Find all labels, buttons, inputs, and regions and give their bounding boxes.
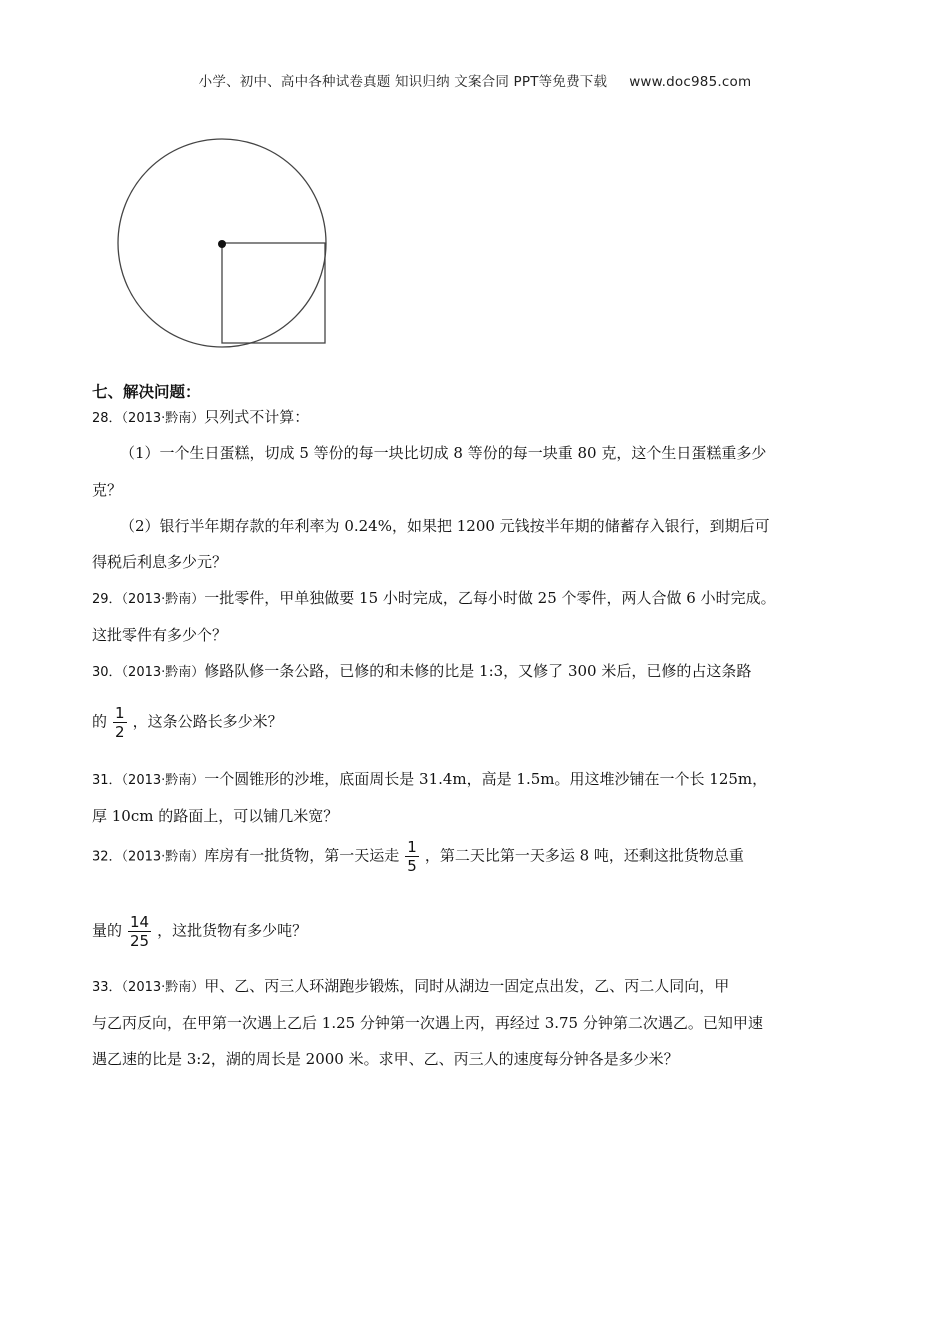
q32-pre1: 库房有一批货物，第一天运走 bbox=[204, 846, 400, 865]
header-text: 小学、初中、高中各种试卷真题 知识归纳 文案合同 PPT等免费下载 bbox=[198, 74, 608, 90]
q33-tag: （2013·黔南） bbox=[121, 980, 205, 995]
q29-num: 29． bbox=[92, 592, 122, 607]
q30-frac-den: 2 bbox=[115, 723, 125, 741]
circle-square-figure bbox=[112, 138, 332, 350]
q30-text: 修路队修一条公路，已修的和未修的比是 1:3，又修了 300 米后，已修的占这条路 bbox=[204, 662, 752, 680]
q32-tag: （2013·黔南） bbox=[121, 849, 205, 865]
q31-num: 31． bbox=[92, 773, 122, 788]
q29-text: 一批零件，甲单独做要 15 小时完成，乙每小时做 25 个零件，两人合做 6 小时完成。 bbox=[204, 589, 776, 607]
q32-frac1-num: 1 bbox=[407, 838, 417, 856]
q28-num: 28． bbox=[92, 411, 122, 426]
q33-text: 甲、乙、丙三人环湖跑步锻炼，同时从湖边一固定点出发，乙、丙二人同向，甲 bbox=[204, 977, 730, 995]
q29-line2: 这批零件有多少个？ bbox=[92, 626, 228, 644]
section-title: 七、解决问题： bbox=[92, 383, 201, 401]
q32-num: 32． bbox=[92, 849, 122, 865]
q32-post2: ，这批货物有多少吨？ bbox=[157, 921, 308, 940]
q30-num: 30． bbox=[92, 665, 122, 680]
q30-fraction bbox=[113, 704, 127, 741]
q30-pre: 的 bbox=[92, 712, 108, 731]
q29-line1 bbox=[92, 587, 776, 608]
q28-p1-line2: 克？ bbox=[92, 481, 123, 499]
q32-fraction-1 bbox=[405, 838, 419, 875]
q30-frac-num: 1 bbox=[115, 704, 125, 722]
q32-line2 bbox=[92, 913, 307, 950]
q33-line3: 遇乙速的比是 3:2，湖的周长是 2000 米。求甲、乙、丙三人的速度每分钟各是多少米？ bbox=[92, 1050, 679, 1068]
q32-frac1-den: 5 bbox=[407, 857, 417, 875]
q28-p1-line1: （1）一个生日蛋糕，切成 5 等份的每一块比切成 8 等份的每一块重 80 克，这个生日蛋糕重多少 bbox=[120, 444, 767, 462]
header-site: www.doc985.com bbox=[629, 74, 752, 90]
q28-p2-line1: （2）银行半年期存款的年利率为 0.24%，如果把 1200 元钱按半年期的储蓄存入银行，到期后可 bbox=[120, 517, 770, 535]
q31-text: 一个圆锥形的沙堆，底面周长是 31.4m，高是 1.5m。用这堆沙铺在一个长 125m， bbox=[204, 770, 768, 788]
q29-tag: （2013·黔南） bbox=[121, 592, 205, 607]
page-header bbox=[0, 70, 950, 90]
q28-header bbox=[92, 406, 309, 427]
q33-line2: 与乙丙反向，在甲第一次遇上乙后 1.25 分钟第一次遇上丙，再经过 3.75 分钟第二次遇乙。已知甲速 bbox=[92, 1014, 763, 1032]
q32-line1 bbox=[92, 838, 744, 875]
q31-tag: （2013·黔南） bbox=[121, 773, 205, 788]
q31-line2: 厚 10cm 的路面上，可以铺几米宽？ bbox=[92, 807, 339, 825]
q30-post: ，这条公路长多少米？ bbox=[132, 712, 283, 731]
q32-fraction-2 bbox=[128, 913, 151, 950]
q30-tag: （2013·黔南） bbox=[121, 665, 205, 680]
q32-pre2: 量的 bbox=[92, 921, 123, 940]
q28-text: 只列式不计算： bbox=[204, 408, 310, 426]
q33-line1 bbox=[92, 975, 729, 996]
center-dot bbox=[218, 240, 226, 248]
q30-line1 bbox=[92, 660, 751, 681]
q33-num: 33． bbox=[92, 980, 122, 995]
square-shape bbox=[222, 243, 325, 343]
q31-line1 bbox=[92, 768, 767, 789]
q28-tag: （2013·黔南） bbox=[121, 411, 205, 426]
q32-frac2-den: 25 bbox=[130, 932, 150, 950]
q32-frac2-num: 14 bbox=[130, 913, 150, 931]
q28-p2-line2: 得税后利息多少元？ bbox=[92, 553, 228, 571]
q32-post1: ，第二天比第一天多运 8 吨，还剩这批货物总重 bbox=[424, 846, 744, 865]
q30-line2 bbox=[92, 704, 283, 741]
